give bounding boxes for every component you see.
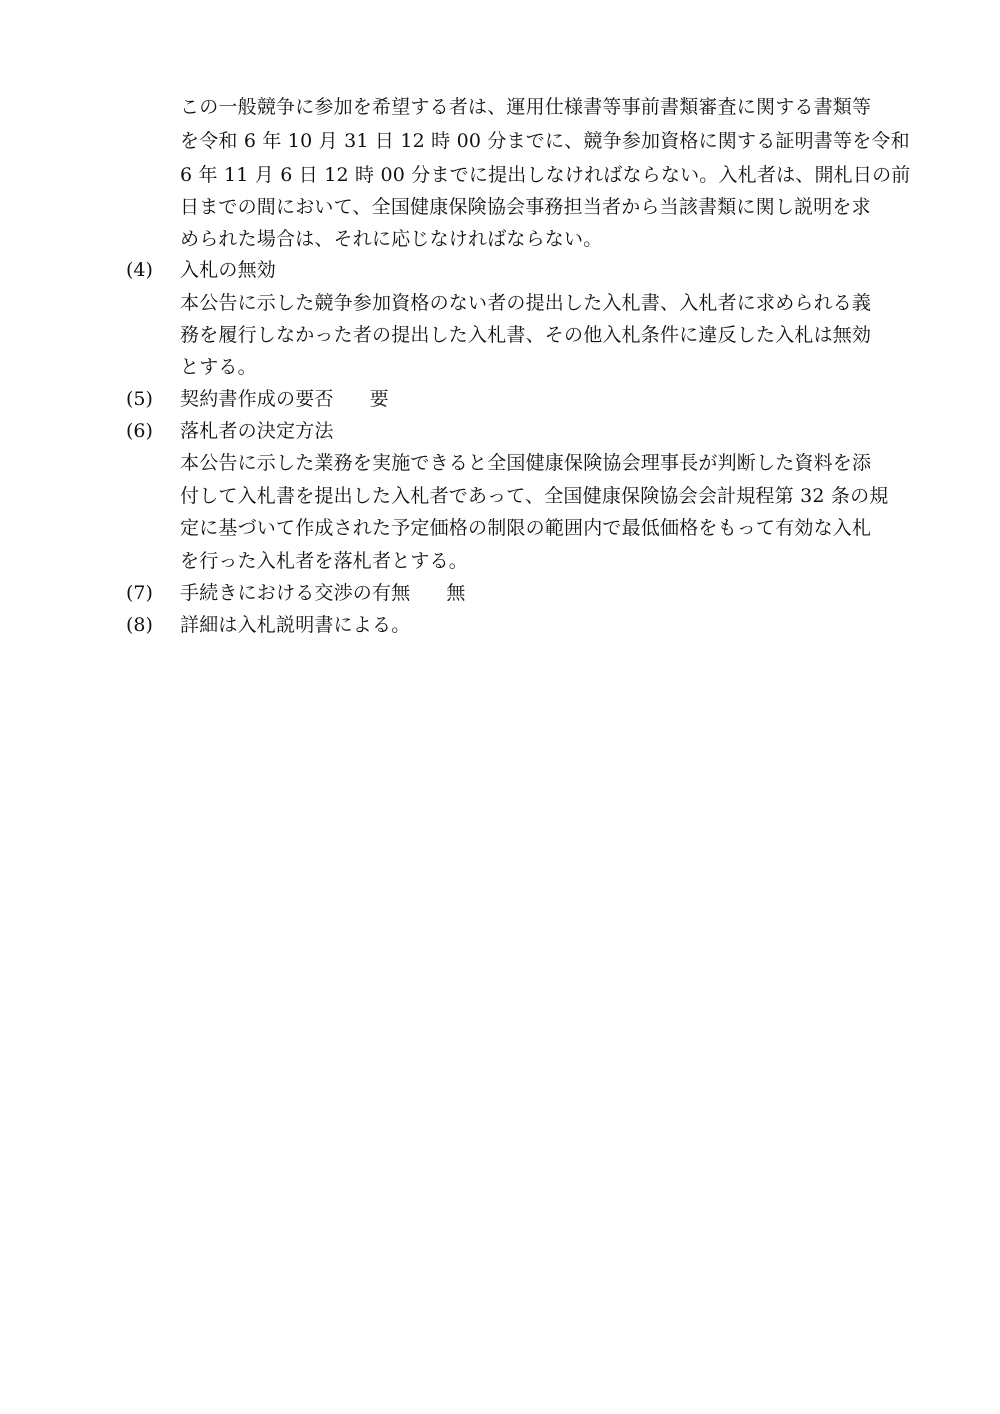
section-number: (4) xyxy=(126,259,153,281)
section-body-line: を行った入札者を落札者とする。 xyxy=(180,550,469,572)
section-body-line: とする。 xyxy=(180,356,257,378)
section-number: (5) xyxy=(126,388,153,410)
section-title: 契約書作成の要否 xyxy=(180,388,334,410)
section-title: 入札の無効 xyxy=(180,259,277,281)
section-body-line: 本公告に示した業務を実施できると全国健康保険協会理事長が判断した資料を添 xyxy=(180,452,872,474)
intro-line: を令和 6 年 10 月 31 日 12 時 00 分までに、競争参加資格に関する証明書等を令和 xyxy=(180,130,910,152)
intro-line: 6 年 11 月 6 日 12 時 00 分までに提出しなければならない。入札者は、開札日の前 xyxy=(180,164,911,186)
section-title: 手続きにおける交渉の有無 xyxy=(180,582,411,604)
section-body-line: 付して入札書を提出した入札者であって、全国健康保険協会会計規程第 32 条の規 xyxy=(180,485,889,507)
section-title-row xyxy=(180,384,908,414)
section-number: (7) xyxy=(126,582,153,604)
section-body-line: 定に基づいて作成された予定価格の制限の範囲内で最低価格をもって有効な入札 xyxy=(180,517,872,539)
section-number: (8) xyxy=(126,614,153,636)
section-title: 落札者の決定方法 xyxy=(180,420,334,442)
intro-line: この一般競争に参加を希望する者は、運用仕様書等事前書類審査に関する書類等 xyxy=(180,96,872,118)
intro-line: められた場合は、それに応じなければならない。 xyxy=(180,228,603,250)
section-body-line: 務を履行しなかった者の提出した入札書、その他入札条件に違反した入札は無効 xyxy=(180,324,872,346)
section-body-line: 本公告に示した競争参加資格のない者の提出した入札書、入札者に求められる義 xyxy=(180,292,872,314)
section-title-row xyxy=(180,578,908,608)
section-title: 詳細は入札説明書による。 xyxy=(180,614,411,636)
section-number: (6) xyxy=(126,420,153,442)
section-value: 要 xyxy=(369,388,389,410)
intro-line: 日までの間において、全国健康保険協会事務担当者から当該書類に関し説明を求 xyxy=(180,196,871,218)
section-value: 無 xyxy=(446,582,466,604)
